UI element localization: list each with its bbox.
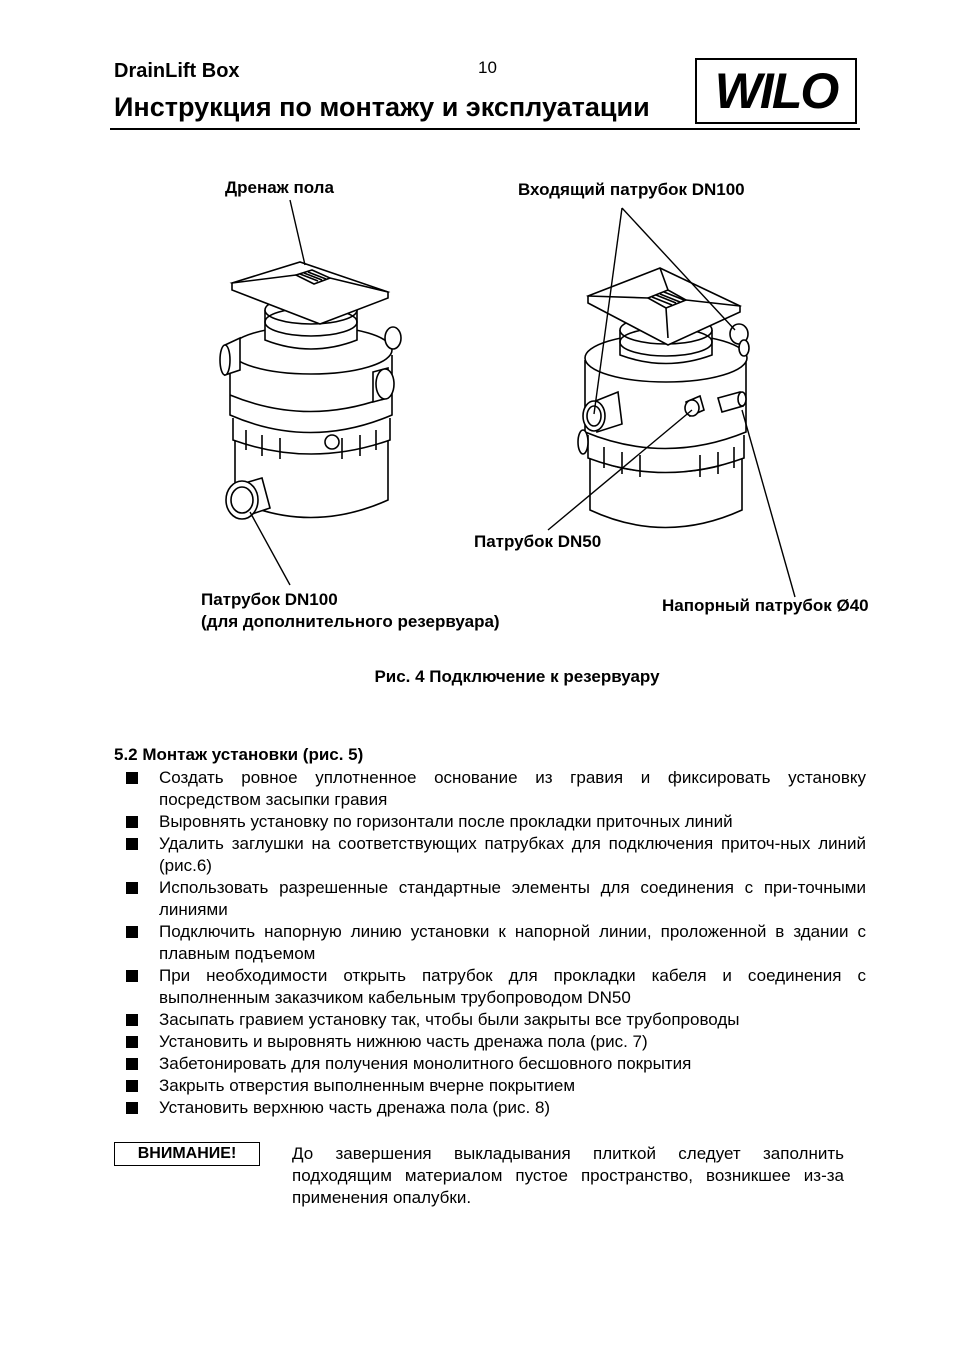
list-item: Использовать разрешенные стандартные элементы для соединения с при-точными линиями [114, 877, 866, 921]
label-outlet-dn100-note: (для дополнительного резервуара) [201, 612, 500, 631]
page-title: Инструкция по монтажу и эксплуатации [114, 92, 650, 122]
bullet-square-icon [126, 970, 138, 982]
logo-text: WILO [714, 63, 838, 119]
list-item: Создать ровное уплотненное основание из гравия и фиксировать установку посредством засыпки гравия [114, 767, 866, 811]
label-outlet-dn50: Патрубок DN50 [474, 532, 602, 551]
installation-steps-list [114, 767, 866, 1119]
warning-label: ВНИМАНИЕ! [114, 1142, 260, 1166]
list-item: Засыпать гравием установку так, чтобы были закрыты все трубопроводы [114, 1009, 866, 1031]
bullet-square-icon [126, 1080, 138, 1092]
label-inlet-dn100: Входящий патрубок DN100 [518, 180, 745, 199]
warning-text: До завершения выкладывания плиткой следует заполнить подходящим материалом пустое пространство, возникшее из-за применения опалубки. [292, 1144, 844, 1207]
list-item: Выровнять установку по горизонтали после прокладки приточных линий [114, 811, 866, 833]
bullet-square-icon [126, 1058, 138, 1070]
list-item: Установить и выровнять нижнюю часть дренажа пола (рис. 7) [114, 1031, 866, 1053]
bullet-square-icon [126, 1014, 138, 1026]
label-floor-drain: Дренаж пола [225, 178, 334, 197]
section-title: 5.2 Монтаж установки (рис. 5) [114, 745, 364, 764]
list-item: Забетонировать для получения монолитного бесшовного покрытия [114, 1053, 866, 1075]
right-tank-drawing [578, 268, 749, 528]
bullet-square-icon [126, 838, 138, 850]
bullet-square-icon [126, 1036, 138, 1048]
bullet-square-icon [126, 1102, 138, 1114]
figure-caption: Рис. 4 Подключение к резервуару [374, 667, 660, 686]
list-item: Удалить заглушки на соответствующих патрубках для подключения приточ-ных линий (рис.6) [114, 833, 866, 877]
product-name: DrainLift Box [114, 60, 240, 82]
bullet-square-icon [126, 882, 138, 894]
bullet-square-icon [126, 816, 138, 828]
bullet-square-icon [126, 926, 138, 938]
list-item: Подключить напорную линию установки к напорной линии, проложенной в здании с плавным подъемом [114, 921, 866, 965]
list-item: Закрыть отверстия выполненным вчерне покрытием [114, 1075, 866, 1097]
label-outlet-dn100: Патрубок DN100 [201, 590, 338, 609]
list-item: При необходимости открыть патрубок для прокладки кабеля и соединения с выполненным заказчиком кабельным трубопроводом DN50 [114, 965, 866, 1009]
left-tank-drawing [220, 262, 401, 519]
page-number: 10 [478, 58, 497, 77]
list-item: Установить верхнюю часть дренажа пола (рис. 8) [114, 1097, 866, 1119]
label-pressure-outlet: Напорный патрубок Ø40 [662, 596, 869, 615]
bullet-square-icon [126, 772, 138, 784]
